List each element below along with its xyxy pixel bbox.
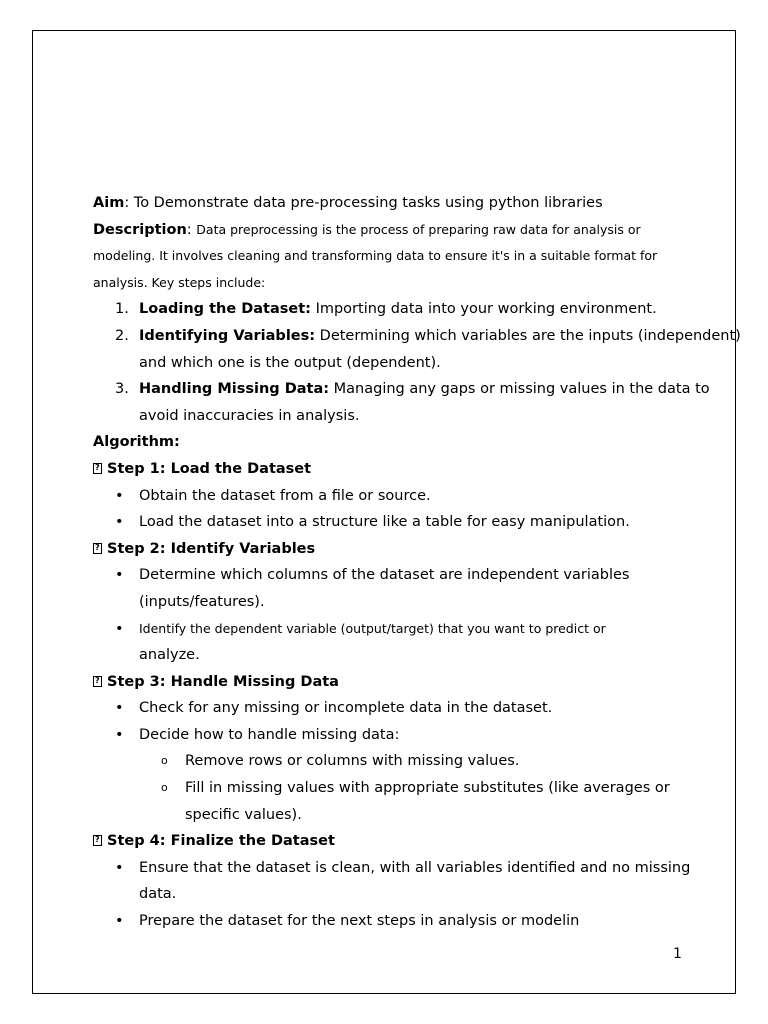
bullet-continuation: analyze. xyxy=(139,647,200,664)
algorithm-step-3-heading xyxy=(93,669,683,696)
bullet-icon: • xyxy=(115,859,124,876)
aim-label: Aim xyxy=(93,195,125,211)
circle-bullet-icon: o xyxy=(161,781,168,795)
sub-bullet-continuation: specific values). xyxy=(185,806,302,823)
key-step-text: Importing data into your working environment. xyxy=(310,301,657,318)
sub-bullet-item xyxy=(93,748,683,775)
missing-glyph-icon xyxy=(93,835,102,846)
algorithm-heading: Algorithm: xyxy=(93,434,180,451)
bullet-icon: • xyxy=(115,514,124,531)
bullet-item xyxy=(93,908,683,935)
key-step-3-continuation: avoid inaccuracies in analysis. xyxy=(139,407,360,424)
key-step-2 xyxy=(93,323,741,350)
aim-line xyxy=(93,190,683,217)
document-body xyxy=(93,190,741,935)
bullet-icon: • xyxy=(115,487,124,504)
missing-glyph-icon xyxy=(93,676,102,687)
key-step-text: Determining which variables are the inputs (independent) xyxy=(315,327,741,344)
description-line-1 xyxy=(93,217,683,244)
step-title: Step 1: Load the Dataset xyxy=(107,460,312,477)
bullet-text: Decide how to handle missing data: xyxy=(139,726,400,743)
description-label: Description xyxy=(93,221,187,238)
key-step-title: Identifying Variables: xyxy=(139,327,316,344)
bullet-text: Ensure that the dataset is clean, with all variables identified and no missing xyxy=(139,859,691,876)
bullet-item xyxy=(93,722,683,749)
aim-text: : To Demonstrate data pre-processing tasks using python libraries xyxy=(124,195,603,211)
page-number: 1 xyxy=(673,946,682,962)
bullet-item xyxy=(93,483,683,510)
key-step-number: 3. xyxy=(115,381,129,398)
bullet-item xyxy=(93,695,683,722)
circle-bullet-icon: o xyxy=(161,754,168,768)
sub-bullet-item xyxy=(93,775,683,802)
bullet-item xyxy=(93,509,683,536)
step-title: Step 3: Handle Missing Data xyxy=(107,673,339,690)
missing-glyph-icon xyxy=(93,463,102,474)
bullet-item xyxy=(93,616,683,643)
key-step-number: 2. xyxy=(115,327,129,344)
key-step-title: Loading the Dataset: xyxy=(139,301,311,318)
bullet-text: Determine which columns of the dataset are independent variables xyxy=(139,567,630,584)
bullet-continuation: data. xyxy=(139,886,177,903)
bullet-text: Obtain the dataset from a file or source. xyxy=(139,487,431,504)
key-step-1 xyxy=(93,296,683,323)
description-text-1: Data preprocessing is the process of preparing raw data for analysis or xyxy=(196,221,641,237)
bullet-icon: • xyxy=(115,620,124,637)
key-step-2-continuation: and which one is the output (dependent). xyxy=(139,354,441,371)
description-line-3: analysis. Key steps include: xyxy=(93,274,266,290)
missing-glyph-icon xyxy=(93,543,102,554)
bullet-text: Prepare the dataset for the next steps in analysis or modelin xyxy=(139,913,580,930)
bullet-continuation: (inputs/features). xyxy=(139,593,265,610)
key-step-text: Managing any gaps or missing values in the data to xyxy=(329,381,710,398)
description-line-2: modeling. It involves cleaning and transforming data to ensure it's in a suitable format for xyxy=(93,248,658,264)
bullet-icon: • xyxy=(115,726,124,743)
bullet-text: Check for any missing or incomplete data in the dataset. xyxy=(139,700,553,717)
bullet-text: Load the dataset into a structure like a table for easy manipulation. xyxy=(139,514,630,531)
bullet-item xyxy=(93,562,683,589)
key-step-3 xyxy=(93,376,710,403)
bullet-icon: • xyxy=(115,567,124,584)
key-step-title: Handling Missing Data: xyxy=(139,381,330,398)
algorithm-step-2-heading xyxy=(93,536,683,563)
algorithm-step-4-heading xyxy=(93,828,683,855)
bullet-icon: • xyxy=(115,700,124,717)
bullet-text: Identify the dependent variable (output/target) that you want to predict or xyxy=(139,620,606,636)
step-title: Step 2: Identify Variables xyxy=(107,540,316,557)
sub-bullet-text: Fill in missing values with appropriate substitutes (like averages or xyxy=(185,780,670,797)
bullet-item xyxy=(93,855,691,882)
key-step-number: 1. xyxy=(115,301,129,318)
bullet-icon: • xyxy=(115,913,124,930)
description-colon: : xyxy=(186,221,197,238)
algorithm-step-1-heading xyxy=(93,456,683,483)
sub-bullet-text: Remove rows or columns with missing values. xyxy=(185,753,520,770)
step-title: Step 4: Finalize the Dataset xyxy=(107,833,335,850)
